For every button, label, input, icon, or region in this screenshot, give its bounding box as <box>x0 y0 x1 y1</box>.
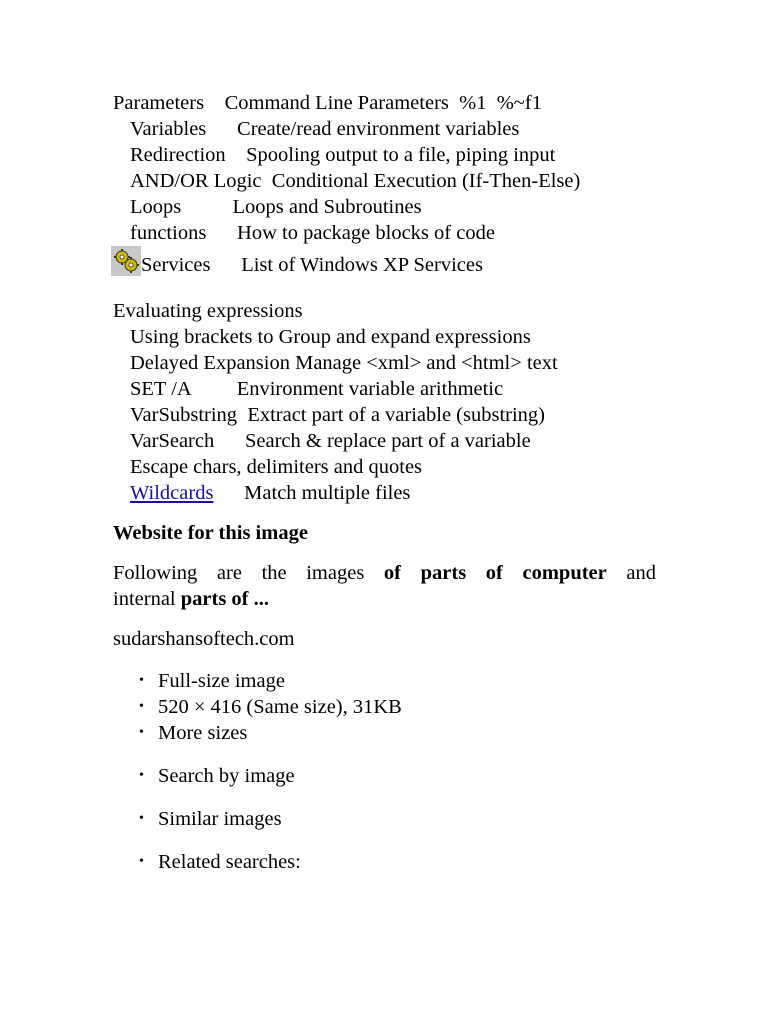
topic-name: VarSearch <box>130 430 215 452</box>
result-domain: sudarshansoftech.com <box>113 628 295 650</box>
topic-name: Redirection <box>130 144 226 166</box>
topic-row-parameters <box>113 90 656 116</box>
topic-row-delayed <box>113 350 656 376</box>
list-item[interactable]: • More sizes <box>139 722 248 744</box>
topic-name: Parameters <box>113 92 205 114</box>
result-snippet: Following are the images of parts of computer and internal parts of ... <box>113 562 656 610</box>
topic-row-varsearch <box>113 428 656 454</box>
section-title-evaluating: Evaluating expressions <box>113 300 303 322</box>
topic-row-escape: Escape chars, delimiters and quotes <box>130 456 423 478</box>
topic-row-redirection <box>113 142 656 168</box>
similar-images-item[interactable]: • Similar images <box>139 808 282 830</box>
image-options-list <box>113 668 656 875</box>
bullet-icon: • <box>139 811 144 826</box>
bullet-icon: • <box>139 725 144 740</box>
related-searches-item[interactable]: • Related searches: <box>139 851 301 873</box>
website-heading: Website for this image <box>113 522 308 544</box>
topic-desc: Conditional Execution (If-Then-Else) <box>271 170 581 192</box>
topic-row-variables <box>113 116 656 142</box>
topic-row-functions <box>113 220 656 246</box>
topic-desc: Manage <xml> and <html> text <box>295 352 558 374</box>
gear-icon <box>111 246 141 276</box>
topic-row-loops <box>113 194 656 220</box>
topic-row-services <box>111 246 654 280</box>
wildcards-link[interactable]: Wildcards <box>130 482 214 504</box>
topic-desc: Loops and Subroutines <box>232 196 422 218</box>
topic-name: VarSubstring <box>130 404 238 426</box>
topic-name: Loops <box>130 196 182 218</box>
topic-row-wildcards <box>113 480 656 506</box>
topic-name: functions <box>130 222 207 244</box>
topic-name: AND/OR Logic <box>130 170 262 192</box>
bullet-icon: • <box>139 699 144 714</box>
list-item[interactable]: • 520 × 416 (Same size), 31KB <box>139 696 402 718</box>
bullet-icon: • <box>139 768 144 783</box>
topic-desc: Extract part of a variable (substring) <box>247 404 546 426</box>
topic-desc: How to package blocks of code <box>237 222 495 244</box>
topic-desc: Spooling output to a file, piping input <box>246 144 556 166</box>
topic-desc: Environment variable arithmetic <box>236 378 504 400</box>
topic-row-seta <box>113 376 656 402</box>
bullet-icon: • <box>139 854 144 869</box>
topic-row-brackets: Using brackets to Group and expand expressions <box>130 326 531 348</box>
topic-name: Variables <box>130 118 207 140</box>
topic-desc: List of Windows XP Services <box>241 254 483 276</box>
document-page <box>113 90 656 875</box>
bullet-icon: • <box>139 673 144 688</box>
topic-desc: Match multiple files <box>244 482 411 504</box>
topic-name: Services <box>141 254 211 276</box>
topic-desc: Create/read environment variables <box>237 118 520 140</box>
topic-desc: Search & replace part of a variable <box>244 430 531 452</box>
topic-row-varsubstring <box>113 402 656 428</box>
topic-name: Delayed Expansion <box>130 352 290 374</box>
topic-desc: Command Line Parameters %1 %~f1 <box>224 92 542 114</box>
list-item[interactable]: • Full-size image <box>139 670 285 692</box>
search-by-image-item[interactable]: • Search by image <box>139 765 295 787</box>
topic-row-andor <box>113 168 656 194</box>
topic-name: SET /A <box>130 378 191 400</box>
